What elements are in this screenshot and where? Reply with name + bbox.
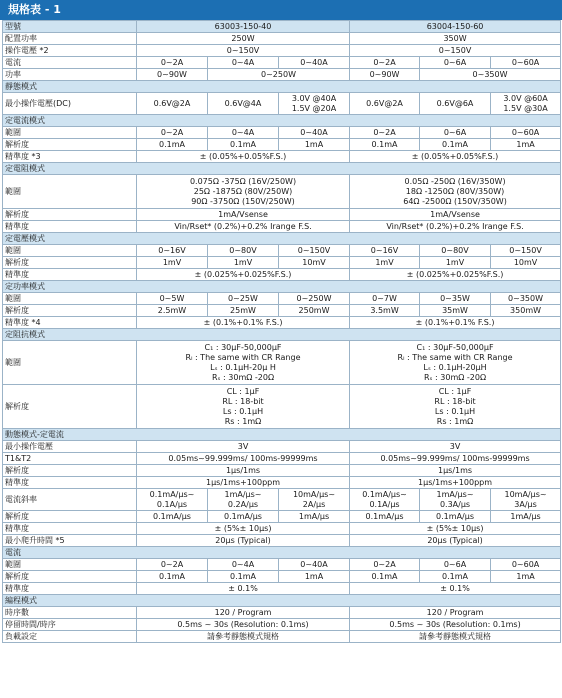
spec-table-body bbox=[3, 21, 561, 643]
spec-value: 1mA/μs bbox=[491, 511, 561, 523]
spec-label: 配置功率 bbox=[3, 33, 137, 45]
spec-value: 0~16V bbox=[137, 245, 208, 257]
spec-value: 0.1mA/μs bbox=[350, 511, 420, 523]
spec-value: 1mA bbox=[279, 139, 350, 151]
spec-label: 解析度 bbox=[3, 209, 137, 221]
spec-value: 0~2A bbox=[137, 559, 208, 571]
spec-value: 0.1mA/μs~ 0.1A/μs bbox=[350, 489, 420, 511]
spec-label: 範圍 bbox=[3, 293, 137, 305]
spec-value: 1mA/μs~ 0.3A/μs bbox=[420, 489, 491, 511]
spec-value: 0.1mA bbox=[420, 571, 491, 583]
spec-value: ± (0.025%+0.025%F.S.) bbox=[137, 269, 350, 281]
spec-value: 1mA/Vsense bbox=[137, 209, 350, 221]
spec-row bbox=[3, 221, 561, 233]
spec-value: 3.5mW bbox=[350, 305, 420, 317]
spec-value: 0~6A bbox=[420, 57, 491, 69]
spec-value: ± 0.1% bbox=[137, 583, 350, 595]
spec-value: ± (0.1%+0.1% F.S.) bbox=[137, 317, 350, 329]
spec-value: 0.1mA bbox=[350, 571, 420, 583]
spec-label: 精準度 bbox=[3, 583, 137, 595]
section-title: 定阻抗模式 bbox=[3, 329, 561, 341]
spec-value: 250mW bbox=[279, 305, 350, 317]
spec-row bbox=[3, 511, 561, 523]
spec-label: 精準度 bbox=[3, 523, 137, 535]
spec-value: 3.0V @40A 1.5V @20A bbox=[279, 93, 350, 115]
spec-row bbox=[3, 209, 561, 221]
spec-value: 3V bbox=[350, 441, 561, 453]
spec-value: 0~40A bbox=[279, 127, 350, 139]
spec-value: 1mA bbox=[491, 571, 561, 583]
spec-value: 0~2A bbox=[350, 127, 420, 139]
section-title: 定功率模式 bbox=[3, 281, 561, 293]
spec-value: 0.5ms ~ 30s (Resolution: 0.1ms) bbox=[350, 619, 561, 631]
spec-value: 1mA/μs~ 0.2A/μs bbox=[208, 489, 279, 511]
spec-value: 0.6V@6A bbox=[420, 93, 491, 115]
spec-value: C₁ : 30μF-50,000μF Rₗ : The same with CR Range Lₛ : 0.1μH-20μH Rₛ : 30mΩ -20Ω bbox=[350, 341, 561, 385]
spec-value: 1mA/Vsense bbox=[350, 209, 561, 221]
spec-value: 請參考靜態模式規格 bbox=[137, 631, 350, 643]
spec-value: 0~4A bbox=[208, 57, 279, 69]
spec-value: 1μs/1ms bbox=[137, 465, 350, 477]
spec-row bbox=[3, 341, 561, 385]
spec-label: 精準度 *3 bbox=[3, 151, 137, 163]
spec-value: 0.1mA/μs bbox=[137, 511, 208, 523]
spec-value: CL : 1μF RL : 18-bit Ls : 0.1μH Rs : 1mΩ bbox=[350, 385, 561, 429]
spec-value: 0~2A bbox=[137, 57, 208, 69]
section-title: 定電壓模式 bbox=[3, 233, 561, 245]
spec-value: 0.6V@4A bbox=[208, 93, 279, 115]
section-row bbox=[3, 81, 561, 93]
spec-value: 0~250W bbox=[208, 69, 350, 81]
spec-row bbox=[3, 317, 561, 329]
spec-value: 1mV bbox=[350, 257, 420, 269]
spec-value: 0~80V bbox=[420, 245, 491, 257]
section-row bbox=[3, 429, 561, 441]
spec-value: ± (5%± 10μs) bbox=[137, 523, 350, 535]
spec-value: 20μs (Typical) bbox=[350, 535, 561, 547]
spec-value: 0~90W bbox=[137, 69, 208, 81]
spec-value: 120 / Program bbox=[350, 607, 561, 619]
spec-value: 0.1mA bbox=[208, 139, 279, 151]
spec-value: 1mV bbox=[420, 257, 491, 269]
spec-row bbox=[3, 57, 561, 69]
spec-value: 0.05ms~99.999ms/ 100ms-99999ms bbox=[137, 453, 350, 465]
spec-value: 2.5mW bbox=[137, 305, 208, 317]
spec-row bbox=[3, 619, 561, 631]
spec-value: 0~4A bbox=[208, 559, 279, 571]
spec-value: 0~2A bbox=[350, 559, 420, 571]
spec-label: 解析度 bbox=[3, 139, 137, 151]
spec-label: 操作電壓 *2 bbox=[3, 45, 137, 57]
spec-row bbox=[3, 45, 561, 57]
spec-label: 最小爬升時間 *5 bbox=[3, 535, 137, 547]
spec-value: ± 0.1% bbox=[350, 583, 561, 595]
section-row bbox=[3, 547, 561, 559]
spec-value: 請參考靜態模式規格 bbox=[350, 631, 561, 643]
model-header-row bbox=[3, 21, 561, 33]
spec-row bbox=[3, 385, 561, 429]
spec-value: 0~60A bbox=[491, 559, 561, 571]
spec-label: 精準度 bbox=[3, 221, 137, 233]
spec-value: Vin/Rset* (0.2%)+0.2% Irange F.S. bbox=[350, 221, 561, 233]
spec-row bbox=[3, 127, 561, 139]
spec-value: 0.6V@2A bbox=[350, 93, 420, 115]
spec-value: 1mA/μs bbox=[279, 511, 350, 523]
spec-value: 120 / Program bbox=[137, 607, 350, 619]
section-title: 定電流模式 bbox=[3, 115, 561, 127]
spec-value: 0~80V bbox=[208, 245, 279, 257]
spec-row bbox=[3, 489, 561, 511]
spec-value: 0.1mA bbox=[208, 571, 279, 583]
spec-value: 0~35W bbox=[420, 293, 491, 305]
spec-row bbox=[3, 245, 561, 257]
spec-label: 最小操作電壓 bbox=[3, 441, 137, 453]
model-name: 63004-150-60 bbox=[350, 21, 561, 33]
spec-label: 解析度 bbox=[3, 305, 137, 317]
spec-label: 功率 bbox=[3, 69, 137, 81]
spec-label: 電流斜率 bbox=[3, 489, 137, 511]
spec-value: 1mA bbox=[279, 571, 350, 583]
spec-row bbox=[3, 269, 561, 281]
spec-value: 1μs/1ms+100ppm bbox=[137, 477, 350, 489]
spec-label: 範圍 bbox=[3, 341, 137, 385]
section-title: 編程模式 bbox=[3, 595, 561, 607]
spec-value: 0~4A bbox=[208, 127, 279, 139]
spec-value: 0~60A bbox=[491, 127, 561, 139]
spec-value: 1mV bbox=[137, 257, 208, 269]
spec-value: Vin/Rset* (0.2%)+0.2% Irange F.S. bbox=[137, 221, 350, 233]
spec-label: 最小操作電壓(DC) bbox=[3, 93, 137, 115]
spec-value: 0~40A bbox=[279, 57, 350, 69]
spec-row bbox=[3, 151, 561, 163]
spec-value: ± (0.025%+0.025%F.S.) bbox=[350, 269, 561, 281]
spec-value: 0~150V bbox=[350, 45, 561, 57]
spec-value: 0.1mA bbox=[350, 139, 420, 151]
spec-value: 0.05ms~99.999ms/ 100ms-99999ms bbox=[350, 453, 561, 465]
spec-label: 解析度 bbox=[3, 571, 137, 583]
spec-value: 1mA bbox=[491, 139, 561, 151]
spec-row bbox=[3, 441, 561, 453]
section-title: 定電阻模式 bbox=[3, 163, 561, 175]
spec-value: 0.1mA/μs bbox=[208, 511, 279, 523]
spec-label: 解析度 bbox=[3, 385, 137, 429]
spec-value: 3.0V @60A 1.5V @30A bbox=[491, 93, 561, 115]
spec-table bbox=[2, 20, 561, 643]
spec-value: 0~2A bbox=[137, 127, 208, 139]
section-row bbox=[3, 115, 561, 127]
section-row bbox=[3, 163, 561, 175]
spec-label: 範圍 bbox=[3, 245, 137, 257]
spec-value: 0~6A bbox=[420, 127, 491, 139]
spec-value: 0.1mA/μs bbox=[420, 511, 491, 523]
spec-value: 350W bbox=[350, 33, 561, 45]
spec-value: 1mV bbox=[208, 257, 279, 269]
spec-label: 精準度 bbox=[3, 269, 137, 281]
spec-value: 1μs/1ms bbox=[350, 465, 561, 477]
spec-value: CL : 1μF RL : 18-bit Ls : 0.1μH Rs : 1mΩ bbox=[137, 385, 350, 429]
spec-value: 0~40A bbox=[279, 559, 350, 571]
page-title: 規格表 - 1 bbox=[0, 0, 562, 20]
spec-row bbox=[3, 305, 561, 317]
spec-label: 精準度 *4 bbox=[3, 317, 137, 329]
spec-value: 0~2A bbox=[350, 57, 420, 69]
spec-value: 250W bbox=[137, 33, 350, 45]
spec-value: 0~150V bbox=[279, 245, 350, 257]
spec-label: 精準度 bbox=[3, 477, 137, 489]
spec-label: 範圍 bbox=[3, 127, 137, 139]
spec-value: 10mV bbox=[279, 257, 350, 269]
spec-value: 0~5W bbox=[137, 293, 208, 305]
spec-value: 0.1mA bbox=[137, 139, 208, 151]
spec-label: 解析度 bbox=[3, 465, 137, 477]
spec-value: 0.5ms ~ 30s (Resolution: 0.1ms) bbox=[137, 619, 350, 631]
spec-value: 25mW bbox=[208, 305, 279, 317]
spec-row bbox=[3, 293, 561, 305]
spec-value: 0.05Ω -250Ω (16V/350W) 18Ω -1250Ω (80V/350W) 64Ω -2500Ω (150V/350W) bbox=[350, 175, 561, 209]
spec-label: 範圍 bbox=[3, 175, 137, 209]
spec-value: 0~250W bbox=[279, 293, 350, 305]
spec-row bbox=[3, 631, 561, 643]
spec-label: 電流 bbox=[3, 57, 137, 69]
spec-value: 10mA/μs~ 2A/μs bbox=[279, 489, 350, 511]
spec-label: T1&T2 bbox=[3, 453, 137, 465]
section-row bbox=[3, 233, 561, 245]
spec-label: 解析度 bbox=[3, 257, 137, 269]
spec-value: 0.6V@2A bbox=[137, 93, 208, 115]
spec-value: 0~350W bbox=[420, 69, 561, 81]
spec-row bbox=[3, 535, 561, 547]
spec-value: 0~150V bbox=[491, 245, 561, 257]
spec-value: 10mV bbox=[491, 257, 561, 269]
spec-label: 負載設定 bbox=[3, 631, 137, 643]
spec-row bbox=[3, 559, 561, 571]
spec-value: 3V bbox=[137, 441, 350, 453]
spec-value: 0~90W bbox=[350, 69, 420, 81]
spec-value: 0~7W bbox=[350, 293, 420, 305]
spec-value: 0~150V bbox=[137, 45, 350, 57]
spec-value: ± (0.05%+0.05%F.S.) bbox=[137, 151, 350, 163]
spec-label: 範圍 bbox=[3, 559, 137, 571]
section-row bbox=[3, 595, 561, 607]
spec-value: 0.1mA bbox=[420, 139, 491, 151]
spec-value: 0.1mA bbox=[137, 571, 208, 583]
spec-value: 0~60A bbox=[491, 57, 561, 69]
section-title: 動態模式-定電流 bbox=[3, 429, 561, 441]
spec-row bbox=[3, 93, 561, 115]
spec-row bbox=[3, 477, 561, 489]
spec-row bbox=[3, 69, 561, 81]
spec-label: 解析度 bbox=[3, 511, 137, 523]
spec-value: 10mA/μs~ 3A/μs bbox=[491, 489, 561, 511]
spec-row bbox=[3, 139, 561, 151]
section-title: 靜態模式 bbox=[3, 81, 561, 93]
spec-value: ± (5%± 10μs) bbox=[350, 523, 561, 535]
spec-row bbox=[3, 523, 561, 535]
spec-value: 0.075Ω -375Ω (16V/250W) 25Ω -1875Ω (80V/250W) 90Ω -3750Ω (150V/250W) bbox=[137, 175, 350, 209]
spec-value: 20μs (Typical) bbox=[137, 535, 350, 547]
spec-row bbox=[3, 465, 561, 477]
spec-row bbox=[3, 607, 561, 619]
spec-row bbox=[3, 33, 561, 45]
spec-value: 0~6A bbox=[420, 559, 491, 571]
spec-label: 停留時間/時序 bbox=[3, 619, 137, 631]
spec-value: 0~350W bbox=[491, 293, 561, 305]
spec-label: 型號 bbox=[3, 21, 137, 33]
spec-label: 時序數 bbox=[3, 607, 137, 619]
spec-value: 350mW bbox=[491, 305, 561, 317]
spec-value: ± (0.05%+0.05%F.S.) bbox=[350, 151, 561, 163]
spec-value: 0.1mA/μs~ 0.1A/μs bbox=[137, 489, 208, 511]
spec-row bbox=[3, 453, 561, 465]
spec-value: 0~16V bbox=[350, 245, 420, 257]
spec-value: 0~25W bbox=[208, 293, 279, 305]
section-title: 電流 bbox=[3, 547, 561, 559]
model-name: 63003-150-40 bbox=[137, 21, 350, 33]
spec-row bbox=[3, 257, 561, 269]
section-row bbox=[3, 329, 561, 341]
spec-row bbox=[3, 583, 561, 595]
spec-value: 1μs/1ms+100ppm bbox=[350, 477, 561, 489]
spec-row bbox=[3, 571, 561, 583]
section-row bbox=[3, 281, 561, 293]
spec-row bbox=[3, 175, 561, 209]
spec-value: 35mW bbox=[420, 305, 491, 317]
spec-value: ± (0.1%+0.1% F.S.) bbox=[350, 317, 561, 329]
spec-value: C₁ : 30μF-50,000μF Rₗ : The same with CR Range Lₛ : 0.1μH-20μ H Rₛ : 30mΩ -20Ω bbox=[137, 341, 350, 385]
